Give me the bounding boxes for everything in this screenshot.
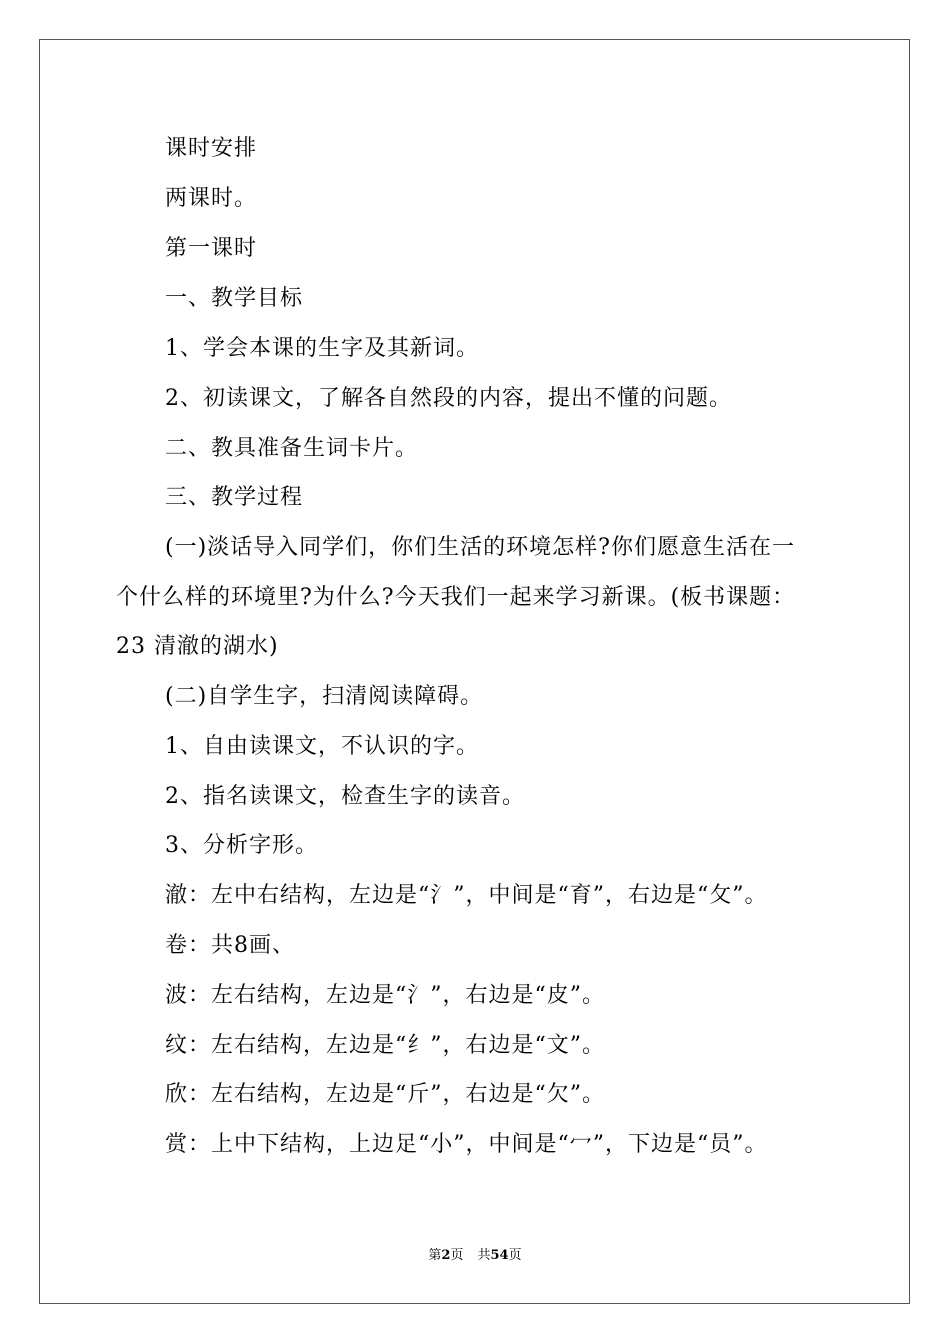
text-line: 波：左右结构，左边是“氵”，右边是“皮”。	[165, 983, 605, 1008]
text-line: 两课时。	[165, 186, 258, 211]
text-line: 澈：左中右结构，左边是“氵”，中间是“育”，右边是“攵”。	[165, 883, 768, 908]
text-line: 23 清澈的湖水)	[116, 634, 279, 659]
total-pages: 54	[490, 1248, 509, 1263]
text-line: 纹：左右结构，左边是“纟”，右边是“文”。	[165, 1033, 605, 1058]
text-line: 1、学会本课的生字及其新词。	[165, 336, 479, 361]
text-line: (二)自学生字，扫清阅读障碍。	[165, 684, 484, 709]
text-line: 欣：左右结构，左边是“斤”，右边是“欠”。	[165, 1082, 605, 1107]
text-line: 卷：共8画、	[165, 933, 295, 958]
text-line: 二、教具准备生词卡片。	[165, 436, 419, 461]
text-line: 2、初读课文，了解各自然段的内容，提出不懂的问题。	[165, 386, 732, 411]
text-line: 三、教学过程	[165, 485, 304, 510]
page-suffix: 页	[450, 1248, 464, 1263]
text-line: 个什么样的环境里?为什么?今天我们一起来学习新课。(板书课题：	[116, 585, 796, 610]
text-line: 3、分析字形。	[165, 833, 318, 858]
page-frame	[39, 39, 910, 1304]
text-line: 2、指名读课文，检查生字的读音。	[165, 784, 525, 809]
text-line: 课时安排	[165, 136, 258, 161]
text-line: (一)淡话导入同学们，你们生活的环境怎样?你们愿意生活在一	[165, 535, 795, 560]
text-line: 一、教学目标	[165, 286, 304, 311]
total-prefix: 共	[477, 1248, 491, 1263]
text-line: 1、自由读课文，不认识的字。	[165, 734, 479, 759]
text-line: 第一课时	[165, 236, 258, 261]
page-prefix: 第	[428, 1248, 442, 1263]
page-number: 2	[441, 1248, 451, 1263]
page-footer	[0, 1247, 950, 1265]
text-line: 赏：上中下结构，上边足“小”，中间是“冖”，下边是“员”。	[165, 1132, 768, 1157]
total-suffix: 页	[508, 1248, 522, 1263]
